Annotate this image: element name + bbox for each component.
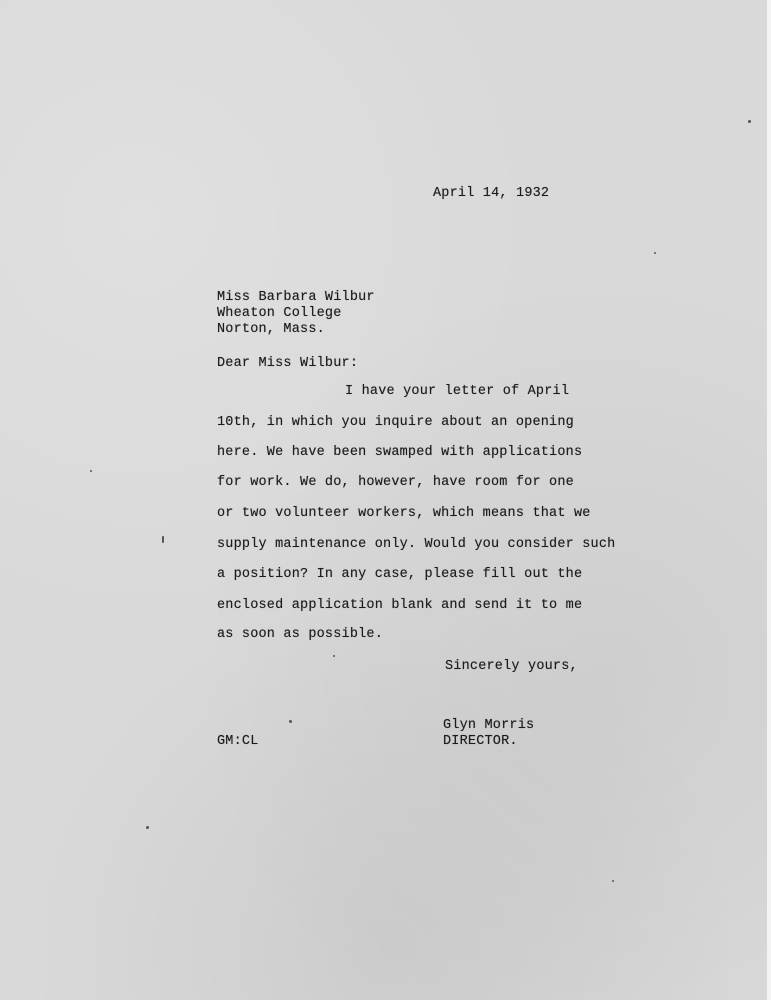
body-line: here. We have been swamped with applications bbox=[217, 445, 583, 460]
letter-date: April 14, 1932 bbox=[433, 186, 550, 201]
paper-speck bbox=[333, 655, 335, 657]
paper-speck bbox=[162, 536, 164, 543]
recipient-name: Miss Barbara Wilbur bbox=[217, 290, 375, 305]
paper-speck bbox=[654, 252, 656, 254]
salutation: Dear Miss Wilbur: bbox=[217, 356, 359, 371]
body-line: I have your letter of April bbox=[345, 384, 570, 399]
paper-speck bbox=[289, 720, 292, 723]
reference-initials: GM:CL bbox=[217, 734, 259, 749]
paper-speck bbox=[612, 880, 614, 882]
body-line: supply maintenance only. Would you consider such bbox=[217, 537, 616, 552]
recipient-location: Norton, Mass. bbox=[217, 322, 325, 337]
paper-speck bbox=[146, 826, 149, 829]
body-line: enclosed application blank and send it to me bbox=[217, 598, 583, 613]
signature-name: Glyn Morris bbox=[443, 718, 535, 733]
paper-speck bbox=[748, 120, 751, 123]
paper-edge bbox=[767, 0, 771, 1000]
recipient-institution: Wheaton College bbox=[217, 306, 342, 321]
closing: Sincerely yours, bbox=[445, 659, 578, 674]
body-line: for work. We do, however, have room for one bbox=[217, 475, 574, 490]
signature-title: DIRECTOR. bbox=[443, 734, 518, 749]
body-line: a position? In any case, please fill out the bbox=[217, 567, 583, 582]
body-line: as soon as possible. bbox=[217, 627, 384, 642]
body-line: 10th, in which you inquire about an opening bbox=[217, 415, 574, 430]
body-line: or two volunteer workers, which means that we bbox=[217, 506, 591, 521]
paper-speck bbox=[90, 470, 92, 472]
